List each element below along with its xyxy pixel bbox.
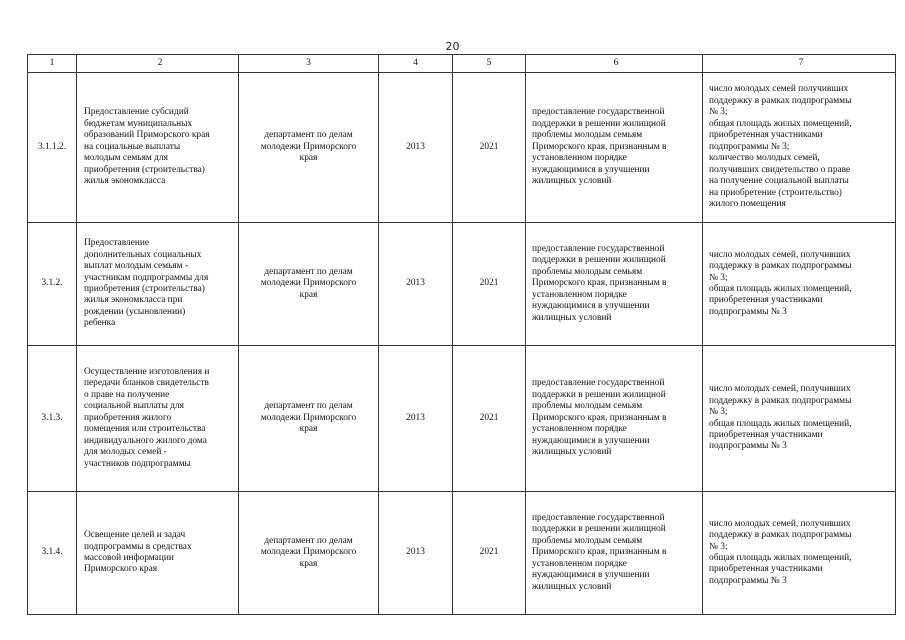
column-header-4: 4 (379, 55, 453, 73)
column-header-6: 6 (526, 55, 703, 73)
start-year-cell: 2013 (379, 346, 453, 492)
column-header-5: 5 (453, 55, 526, 73)
start-year-cell: 2013 (379, 223, 453, 346)
expected-result-cell: предоставление государственной поддержки в решении жилищной проблемы молодым семьям Приморского края, признанным в установленном порядке нуждающимися в улучшении жилищных условий (526, 346, 703, 492)
table-row (28, 223, 896, 346)
column-header-2: 2 (77, 55, 239, 73)
end-year-cell: 2021 (453, 346, 526, 492)
responsible-department-cell: департамент по делам молодежи Приморского края (239, 346, 379, 492)
indicators-cell: число молодых семей, получивших поддержку в рамках подпрограммы № 3; общая площадь жилых помещений, приобретенная участниками подпрограммы № 3 (703, 346, 896, 492)
responsible-department-cell: департамент по делам молодежи Приморского края (239, 223, 379, 346)
responsible-department-cell: департамент по делам молодежи Приморского края (239, 492, 379, 615)
column-header-3: 3 (239, 55, 379, 73)
column-header-1: 1 (28, 55, 77, 73)
row-number-cell: 3.1.2. (28, 223, 77, 346)
end-year-cell: 2021 (453, 492, 526, 615)
expected-result-cell: предоставление государственной поддержки в решении жилищной проблемы молодым семьям Приморского края, признанным в установленном порядке нуждающимися в улучшении жилищных условий (526, 73, 703, 223)
table-row (28, 492, 896, 615)
activity-name-cell: Предоставление субсидий бюджетам муниципальных образований Приморского края на социальные выплаты молодым семьям для приобретения (строительства) жилья экономкласса (77, 73, 239, 223)
activity-name-cell: Освещение целей и задач подпрограммы в средствах массовой информации Приморского края (77, 492, 239, 615)
program-activities-table (27, 54, 896, 615)
start-year-cell: 2013 (379, 73, 453, 223)
responsible-department-cell: департамент по делам молодежи Приморского края (239, 73, 379, 223)
table-row (28, 346, 896, 492)
activity-name-cell: Предоставление дополнительных социальных выплат молодым семьям - участникам подпрограммы для приобретения (строительства) жилья экономкласса при рождении (усыновлении) ребенка (77, 223, 239, 346)
indicators-cell: число молодых семей, получивших поддержку в рамках подпрограммы № 3; общая площадь жилых помещений, приобретенная участниками подпрограммы № 3 (703, 223, 896, 346)
end-year-cell: 2021 (453, 73, 526, 223)
row-number-cell: 3.1.3. (28, 346, 77, 492)
indicators-cell: число молодых семей получивших поддержку в рамках подпрограммы № 3; общая площадь жилых помещений, приобретенная участниками подпрограммы № 3; количество молодых семей, получивших свидетельство о праве на получение социальной выплаты на приобретение (строительство) жилого помещения (703, 73, 896, 223)
row-number-cell: 3.1.4. (28, 492, 77, 615)
row-number-cell: 3.1.1.2. (28, 73, 77, 223)
table-row (28, 73, 896, 223)
column-header-7: 7 (703, 55, 896, 73)
expected-result-cell: предоставление государственной поддержки в решении жилищной проблемы молодым семьям Приморского края, признанным в установленном порядке нуждающимися в улучшении жилищных условий (526, 223, 703, 346)
page-number: 20 (445, 40, 460, 53)
expected-result-cell: предоставление государственной поддержки в решении жилищной проблемы молодым семьям Приморского края, признанным в установленном порядке нуждающимися в улучшении жилищных условий (526, 492, 703, 615)
end-year-cell: 2021 (453, 223, 526, 346)
start-year-cell: 2013 (379, 492, 453, 615)
activity-name-cell: Осуществление изготовления и передачи бланков свидетельств о праве на получение социальной выплаты для приобретения жилого помещения или строительства индивидуального жилого дома для молодых семей - участников подпрограммы (77, 346, 239, 492)
table-header-row (28, 55, 896, 73)
indicators-cell: число молодых семей, получивших поддержку в рамках подпрограммы № 3; общая площадь жилых помещений, приобретенная участниками подпрограммы № 3 (703, 492, 896, 615)
